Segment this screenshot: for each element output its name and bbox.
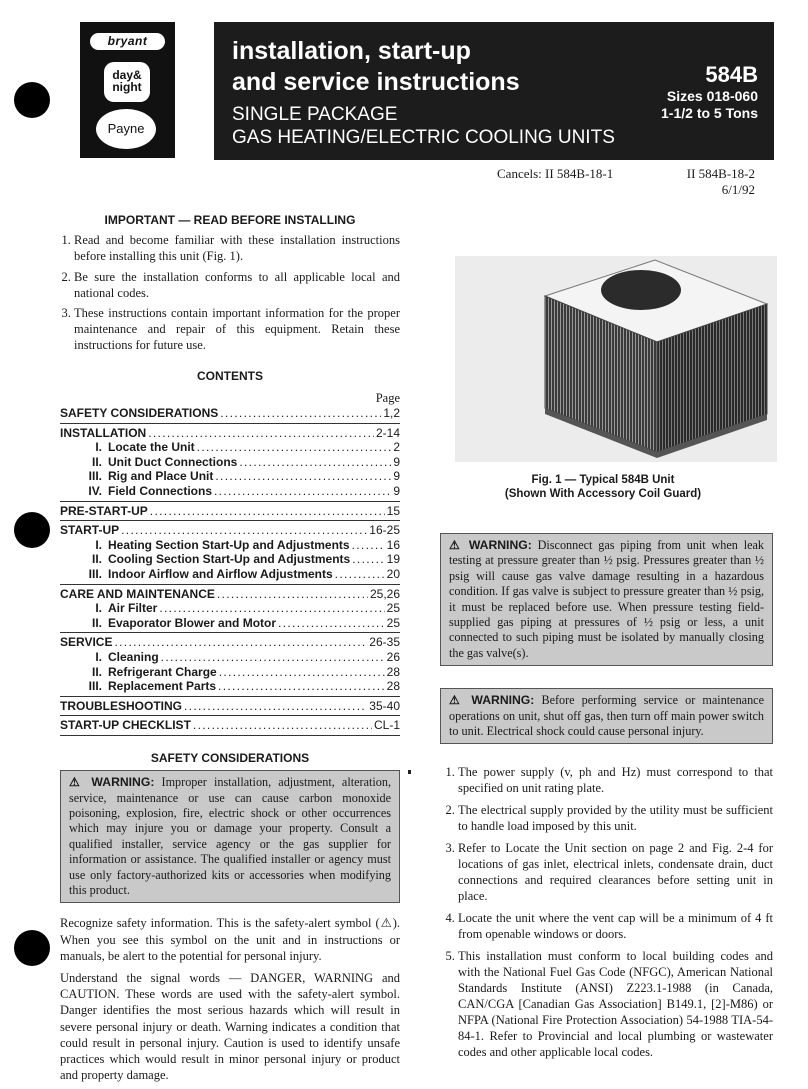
toc-entry-page: 26-35 xyxy=(369,635,400,650)
toc-entry xyxy=(60,426,400,441)
toc-leader xyxy=(278,616,385,631)
toc-leader xyxy=(197,440,392,455)
safety-paragraph: Understand the signal words — DANGER, WARNING and CAUTION. These words are used with the safety-alert symbol. Danger identifies the most serious hazards which will result in severe personal injury or death. Warning indicates a condition that could result in personal injury. Caution is used to identify unsafe practices which would result in minor personal injury or product and property damage. xyxy=(60,970,400,1083)
toc-entry-page: CL-1 xyxy=(373,718,400,733)
warning-text: Disconnect gas piping from unit when leak testing at pressure greater than ½ psig. Pressures greater than ½ psig will cause gas valve damage resulting in a hazardous condition. If gas valve is subject to pressure greater than ½ psig, it must be replaced before use. When pressure testing field-supplied gas piping at pressures of ½ psig or less, a unit connected to such piping must be isolated by manually closing the gas valve(s). xyxy=(449,538,764,660)
toc-entry-page: 35-40 xyxy=(369,698,400,713)
toc-entry xyxy=(60,406,400,421)
toc-subentry-label: Locate the Unit xyxy=(108,440,195,455)
toc-entry xyxy=(60,587,400,602)
day-night-logo: day& night xyxy=(104,62,150,102)
toc-entry xyxy=(60,504,400,519)
toc-subentry-number: I. xyxy=(95,440,102,455)
cancels-note: Cancels: II 584B-18-1 xyxy=(497,166,614,181)
toc-subentry-page: 25 xyxy=(386,615,400,630)
warning-text: Before performing service or maintenance operations on unit, shut off gas, then turn off main power switch to unit. Electrical shock could cause personal injury. xyxy=(449,693,764,739)
toc-subentry-page: 9 xyxy=(393,454,400,469)
toc-leader xyxy=(220,406,381,421)
toc-subentry-label: Rig and Place Unit xyxy=(108,469,214,484)
toc-leader xyxy=(161,650,385,665)
document-title: installation, start-up and service instructions xyxy=(232,37,520,96)
toc-subentry-number: I. xyxy=(95,537,102,552)
toc-subentry-label: Heating Section Start-Up and Adjustments xyxy=(108,537,350,552)
toc-leader xyxy=(148,426,374,441)
toc-subentry-number: I. xyxy=(95,649,102,664)
toc-entry xyxy=(60,699,400,714)
toc-subentry-number: III. xyxy=(88,679,102,694)
toc-leader xyxy=(352,552,384,567)
toc-entry xyxy=(60,523,400,538)
toc-entry-title: PRE-START-UP xyxy=(60,503,148,518)
toc-entry-page: 15 xyxy=(386,503,400,518)
contents-heading: CONTENTS xyxy=(197,368,263,383)
document-subtitle: SINGLE PACKAGE GAS HEATING/ELECTRIC COOLING UNITS xyxy=(232,104,615,148)
toc-subentry xyxy=(60,484,400,499)
list-item: 2. Be sure the installation conforms to all applicable local and national codes. xyxy=(74,269,400,301)
scan-speck xyxy=(408,770,411,774)
toc-subentry-label: Replacement Parts xyxy=(108,679,217,694)
toc-leader xyxy=(335,567,385,582)
toc-section xyxy=(60,406,400,424)
list-item: 2. The electrical supply provided by the utility must be sufficient to handle load imposed by this unit. xyxy=(458,802,773,834)
binder-hole xyxy=(14,82,50,118)
toc-subentry xyxy=(60,650,400,665)
binder-hole xyxy=(14,512,50,548)
toc-subentry-page: 25 xyxy=(386,601,400,616)
toc-leader xyxy=(217,587,368,602)
important-heading: IMPORTANT — READ BEFORE INSTALLING xyxy=(104,213,356,227)
payne-logo: Payne xyxy=(96,109,156,149)
toc-subentry-label: Cleaning xyxy=(108,649,159,664)
toc-subentry-label: Unit Duct Connections xyxy=(108,454,238,469)
toc-subentry xyxy=(60,469,400,484)
toc-leader xyxy=(184,699,367,714)
toc-subentry xyxy=(60,567,400,582)
toc-subentry-page: 19 xyxy=(386,552,400,567)
table-of-contents xyxy=(60,406,400,736)
list-item: 1. Read and become familiar with these installation instructions before installing this unit (Fig. 1). xyxy=(74,232,400,264)
model-number: 584B xyxy=(705,62,758,87)
warning-label: ⚠ WARNING: xyxy=(69,775,155,790)
binder-hole xyxy=(14,930,50,966)
toc-subentry-number: III. xyxy=(88,566,102,581)
right-column xyxy=(440,533,773,1066)
toc-subentry-page: 28 xyxy=(386,679,400,694)
toc-subentry-number: II. xyxy=(91,615,102,630)
safety-heading: SAFETY CONSIDERATIONS xyxy=(150,750,310,765)
safety-paragraph: Recognize safety information. This is the safety-alert symbol (⚠). When you see this symbol on the unit and in instructions or manuals, be alert to the potential for personal injury. xyxy=(60,916,400,963)
toc-entry-title: TROUBLESHOOTING xyxy=(60,698,182,713)
toc-leader xyxy=(114,635,367,650)
fan-opening xyxy=(601,270,681,310)
warning-label: ⚠ WARNING: xyxy=(449,693,535,708)
toc-entry-page: 2-14 xyxy=(375,425,400,440)
toc-entry-title: START-UP CHECKLIST xyxy=(60,718,191,733)
toc-leader xyxy=(215,469,391,484)
contents-page-label: Page xyxy=(375,390,400,405)
bryant-logo: bryant xyxy=(90,33,165,50)
toc-subentry-number: II. xyxy=(91,552,102,567)
document-number: II 584B-18-2 6/1/92 xyxy=(686,166,755,197)
figure-caption: Fig. 1 — Typical 584B Unit (Shown With Accessory Coil Guard) xyxy=(504,474,702,500)
toc-subentry xyxy=(60,665,400,680)
toc-subentry-page: 20 xyxy=(386,566,400,581)
toc-entry-title: CARE AND MAINTENANCE xyxy=(60,586,215,601)
toc-subentry-number: II. xyxy=(91,664,102,679)
toc-subentry-page: 2 xyxy=(393,440,400,455)
toc-subentry-label: Air Filter xyxy=(108,601,158,616)
toc-entry-title: START-UP xyxy=(60,523,120,538)
toc-subentry xyxy=(60,538,400,553)
warning-label: ⚠ WARNING: xyxy=(449,538,532,552)
toc-section xyxy=(60,523,400,584)
toc-section xyxy=(60,718,400,736)
toc-subentry-page: 9 xyxy=(393,469,400,484)
toc-entry-title: INSTALLATION xyxy=(60,425,147,440)
toc-section xyxy=(60,426,400,502)
toc-subentry-page: 9 xyxy=(393,484,400,498)
toc-subentry-label: Field Connections xyxy=(108,484,213,498)
important-list xyxy=(60,232,400,353)
toc-leader xyxy=(219,665,385,680)
toc-subentry xyxy=(60,616,400,631)
toc-entry xyxy=(60,635,400,650)
toc-leader xyxy=(150,504,385,519)
unit-illustration xyxy=(455,256,777,462)
toc-leader xyxy=(214,484,391,499)
toc-leader xyxy=(352,538,385,553)
list-item: 3. Refer to Locate the Unit section on page 2 and Fig. 2-4 for locations of gas inlet, electrical inlets, condensate drain, duct connections and required clearances before setting unit in place. xyxy=(458,840,773,904)
toc-entry-page: 16-25 xyxy=(369,523,400,538)
toc-subentry xyxy=(60,552,400,567)
toc-section xyxy=(60,635,400,696)
safety-warning-box xyxy=(60,770,400,903)
toc-subentry xyxy=(60,455,400,470)
toc-subentry-number: IV. xyxy=(88,484,102,498)
toc-subentry-number: I. xyxy=(95,601,102,616)
list-item: 5. This installation must conform to local building codes and with the National Fuel Gas Code (NFGC), American National Standards Institute (ANSI) Z223.1-1988 (in Canada, CAN/CGA [Canadian Gas Association] B149.1, [2]-M86) or NFPA (National Fire Protection Association) 54-1988 TIA-54-84-1. Refer to Provincial and local plumbing or wastewater codes and other applicable local codes. xyxy=(458,948,773,1060)
toc-subentry xyxy=(60,601,400,616)
toc-entry-title: SAFETY CONSIDERATIONS xyxy=(60,406,219,421)
toc-section xyxy=(60,504,400,522)
list-item: 3. These instructions contain important information for the proper maintenance and repair of this equipment. Retain these instructions for future use. xyxy=(74,305,400,354)
list-item: 1. The power supply (v, ph and Hz) must correspond to that specified on unit rating plate. xyxy=(458,764,773,796)
toc-subentry-page: 28 xyxy=(386,664,400,679)
toc-subentry xyxy=(60,440,400,455)
toc-entry xyxy=(60,718,400,733)
toc-subentry-label: Refrigerant Charge xyxy=(108,664,217,679)
toc-subentry-label: Indoor Airflow and Airflow Adjustments xyxy=(108,566,333,581)
toc-leader xyxy=(218,679,385,694)
list-item: 4. Locate the unit where the vent cap will be a minimum of 4 ft from openable windows or doors. xyxy=(458,910,773,942)
toc-leader xyxy=(193,718,372,733)
warning-text: Improper installation, adjustment, alteration, service, maintenance or use can cause carbon monoxide poisoning, explosion, fire, electric shock or other occurrences which may injure you or damage your property. Consult a qualified installer, service agency or the gas supplier for information or assistance. The qualified installer or agency must use only factory-authorized kits or accessories when modifying this product. xyxy=(69,775,391,897)
toc-leader xyxy=(121,523,367,538)
toc-subentry-label: Cooling Section Start-Up and Adjustments xyxy=(108,552,351,567)
left-column xyxy=(60,212,400,1089)
toc-leader xyxy=(159,601,384,616)
toc-entry-page: 1,2 xyxy=(383,406,400,421)
unit-sizes: Sizes 018-060 1-1/2 to 5 Tons xyxy=(661,88,758,121)
toc-subentry xyxy=(60,679,400,694)
installation-requirements-list xyxy=(440,764,773,1060)
toc-leader xyxy=(239,455,391,470)
toc-entry-title: SERVICE xyxy=(60,635,113,650)
toc-subentry-number: III. xyxy=(88,469,102,484)
service-warning-box xyxy=(440,688,773,744)
toc-subentry-page: 26 xyxy=(386,649,400,664)
gas-pressure-warning-box xyxy=(440,533,773,666)
toc-subentry-label: Evaporator Blower and Motor xyxy=(108,615,277,630)
toc-subentry-number: II. xyxy=(91,454,102,469)
toc-subentry-page: 16 xyxy=(386,537,400,552)
toc-entry-page: 25,26 xyxy=(369,586,400,601)
toc-section xyxy=(60,699,400,717)
toc-section xyxy=(60,587,400,634)
